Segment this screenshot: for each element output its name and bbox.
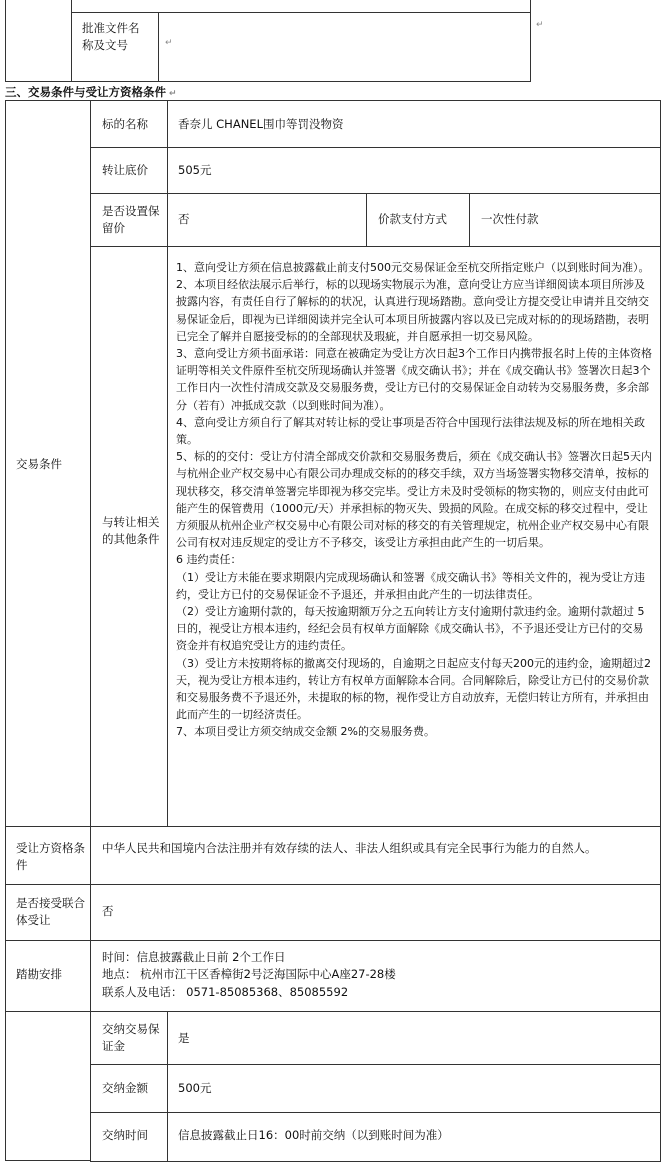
deposit-label: 交纳交易保证金 — [102, 1022, 160, 1053]
deposit-value: 是 — [178, 1031, 190, 1045]
condition-item: 2、本项目经依法展示后举行，标的以现场实物展示为准，意向受让方应当详细阅读本项目所涉及披露内容，有责任自行了解标的的状况，认真进行现场踏勘。意向受让方提交受让申请并且交纳交易保证金后，即视为已详细阅读并完全认可本项目所披露内容以及已完成对标的的现场踏勘，表明已完全了解并自愿接受标的的全部现状及瑕疵，并自愿承担一切交易风险。 — [176, 278, 649, 343]
site-visit-time: 时间：信息披露截止日前 2个工作日 — [102, 950, 286, 964]
reserve-price-label: 转让底价 — [102, 163, 148, 177]
approval-value-cell — [158, 12, 531, 82]
trade-conditions-label: 交易条件 — [16, 457, 62, 471]
object-name-value: 香奈儿 CHANEL围巾等罚没物资 — [178, 117, 344, 131]
deposit-time-label: 交纳时间 — [102, 1128, 148, 1142]
other-conditions-text — [176, 259, 654, 741]
condition-item: 3、意向受让方须书面承诺：同意在被确定为受让方次日起3个工作日内携带报名时上传的主体资格证明等相关文件原件至杭交所现场确认并签署《成交确认书》；并在《成交确认书》签署次日起3个工作日内一次性付清成交款及交易服务费，受让方已付的交易保证金自动转为交易服务费，多余部分（若有）冲抵成交款（以到账时间为准）。 — [176, 347, 652, 412]
set-retain-label: 是否设置保留价 — [102, 204, 160, 235]
condition-item: 7、本项目受让方须交纳成交金额 2%的交易服务费。 — [176, 725, 435, 739]
condition-item: 6 违约责任： — [176, 553, 242, 567]
condition-item: （1）受让方未能在要求期限内完成现场确认和签署《成交确认书》等相关文件的，视为受让方违约，受让方已付的交易保证金不予退还，并承担由此产生的一切法律责任。 — [176, 570, 645, 601]
site-visit-contact: 联系人及电话： 0571-85085368、85085592 — [102, 985, 349, 999]
condition-item: （3）受让方未按期将标的撤离交付现场的，自逾期之日起应支付每天200元的违约金，逾期超过2天，视为受让方根本违约，转让方有权单方面解除本合同。合同解除后，除受让方已付的交易价款和交易服务费不予退还外，未提取的标的物，视作受让方自动放弃，无偿归转让方所有，并承担由此而产生的一切经济责任。 — [176, 656, 651, 722]
object-name-label: 标的名称 — [102, 117, 148, 131]
top-left-cell — [5, 0, 72, 82]
paragraph-mark: ↵ — [536, 20, 544, 30]
paragraph-mark: ↵ — [165, 38, 173, 48]
set-retain-value-cell — [167, 193, 367, 247]
reserve-price-value-cell — [167, 147, 661, 194]
condition-item: 5、标的的交付：受让方付清全部成交价款和交易服务费后，须在《成交确认书》签署次日起5天内与杭州企业产权交易中心有限公司办理成交标的的移交手续，双方当场签署实物移交清单，按标的现状移交，移交清单签署完毕即视为移交完毕。受让方未及时受领标的物实物的，则应支付由此可能产生的保管费用（1000元/天）并承担标的物灭失、毁损的风险。在成交标的移交过程中，受让方须服从杭州企业产权交易中心有限公司对标的移交的有关管理规定，杭州企业产权交易中心有限公司有权对违反规定的受让方不予移交，该受让方承担由此产生的一切后果。 — [176, 450, 652, 550]
set-retain-value: 否 — [178, 212, 190, 226]
deposit-amount-value-cell — [167, 1064, 661, 1113]
payment-method-label: 价款支付方式 — [378, 212, 447, 226]
consortium-value-cell — [90, 884, 661, 941]
deposit-value-cell — [167, 1011, 661, 1065]
deposit-time-value: 信息披露截止日16：00时前交纳（以到账时间为准） — [178, 1128, 449, 1142]
condition-item: （2）受让方逾期付款的，每天按逾期额万分之五向转让方支付逾期付款违约金。逾期付款超过 5日的，视受让方根本违约，经纪会员有权单方面解除《成交确认书》，不予退还受让方已付的交易资金并有权追究受让方的违约责任。 — [176, 605, 645, 653]
site-visit-location: 地点： 杭州市江干区香樟街2号泛海国际中心A座27-28楼 — [102, 967, 396, 981]
condition-item: 4、意向受让方须自行了解其对转让标的受让事项是否符合中国现行法律法规及标的所在地相关政策。 — [176, 415, 645, 447]
consortium-label: 是否接受联合体受让 — [16, 896, 85, 927]
other-conditions-label: 与转让相关的其他条件 — [102, 515, 160, 546]
payment-method-value: 一次性付款 — [481, 212, 539, 226]
deposit-outer-cell — [5, 1011, 91, 1161]
section-title: 三、交易条件与受让方资格条件 ↵ — [5, 85, 177, 99]
site-visit-label: 踏勘安排 — [16, 967, 62, 981]
consortium-value: 否 — [102, 904, 114, 918]
condition-item: 1、意向受让方须在信息披露截止前支付500元交易保证金至杭交所指定账户（以到账时间为准）。 — [176, 261, 650, 274]
reserve-price-value: 505元 — [178, 163, 212, 177]
qualification-value: 中华人民共和国境内合法注册并有效存续的法人、非法人组织或具有完全民事行为能力的自然人。 — [102, 841, 597, 855]
approval-label: 批准文件名称及文号 — [82, 21, 140, 52]
qualification-label: 受让方资格条件 — [16, 841, 85, 872]
deposit-amount-label: 交纳金额 — [102, 1081, 148, 1095]
deposit-amount-value: 500元 — [178, 1081, 212, 1095]
